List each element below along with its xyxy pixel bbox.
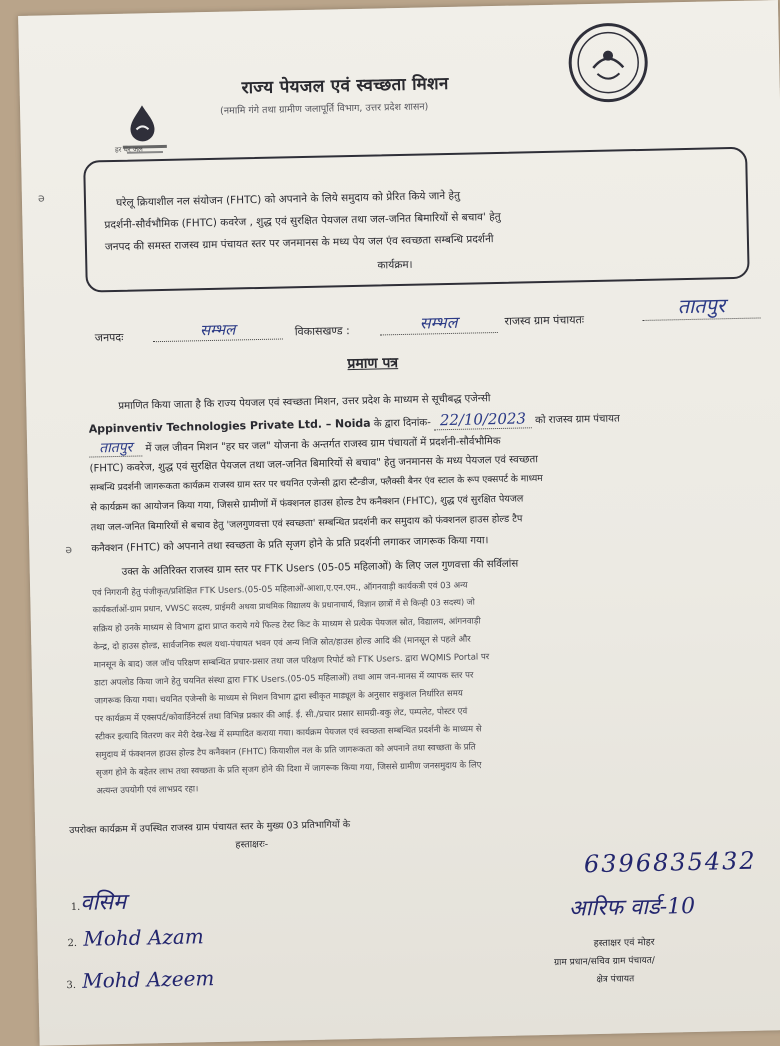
program-notice-box [83, 147, 750, 293]
block-label: विकासखण्ड : [294, 324, 350, 339]
body-line: सक्रिय हो उनके माध्यम से विभाग द्वारा प्राप्त कराये गये फिल्ड टेस्ट किट के माध्यम से प्रत्येक पेयजल स्रोत, विद्यालय, आंगनवाड़ी [92, 616, 481, 635]
body-line: प्रमाणित किया जाता है कि राज्य पेयजल एवं स्वच्छता मिशन, उत्तर प्रदेश के माध्यम से सूचीबद्ध एजेन्सी [118, 393, 491, 412]
body-line: समुदाय में फंक्शनल हाउस होल्ड टैप कनैक्शन (FHTC) कियाशील नल के प्रति जागरूकता को अपनाने तथा स्वच्छता के प्रति [95, 742, 476, 761]
participant-3-signature: 3. Mohd Azeem [66, 966, 215, 993]
participants-sign-label: हस्ताक्षरः- [235, 838, 269, 851]
certificate-heading: प्रमाण पत्र [347, 355, 399, 373]
seal-label: हस्ताक्षर एवं मोहर [593, 936, 655, 950]
participant-1-signature: 1.वसिम [70, 889, 127, 916]
program-date: 22/10/2023 [434, 409, 532, 430]
participant-2-signature: 2. Mohd Azam [67, 924, 204, 951]
panchayat-label-text: को राजस्व ग्राम पंचायत [535, 413, 620, 427]
notice-line: प्रदर्शनी-सौर्वभौमिक (FHTC) कवरेज , शुद्ध एवं सुरक्षित पेयजल तथा जल-जनित बिमारियों से बचाव' हेतु [104, 210, 501, 232]
block-value: सम्भल [379, 310, 497, 335]
signature-text: वसिम [79, 889, 127, 916]
notice-line: घरेलू क्रियाशील नल संयोजन (FHTC) को अपनाने के लिये समुदाय को प्रेरित किये जाने हेतु [115, 189, 461, 209]
body-line: सम्बन्धि प्रदर्शनी जागरूकता कार्यक्रम राजस्व ग्राम स्तर पर चयनित एजेन्सी द्वारा स्टैन्डीज, फ्लैक्सी बैनर एंव स्टाल के रूप एक्सपर्ट के माध्यम [89, 473, 543, 494]
panchayat-value: तातपुर [642, 290, 761, 320]
district-value: सम्भल [153, 318, 283, 342]
pradhan-signature: आरिफ वार्ड-10 [568, 893, 696, 922]
body-text: में जल जीवन मिशन "हर घर जल" योजना के अन्तर्गत राजस्व ग्राम पंचायतों में प्रदर्शनी-सौर्वभौमिक [145, 435, 501, 455]
body-line: स्टीकर इत्यादि वितरण कर मेरी देख-रेख में सम्पादित कराया गया। कार्यक्रम पेयजल एवं स्वच्छता सम्बन्धित प्रदर्शनी के माध्यम से [95, 724, 482, 743]
body-line: उक्त के अतिरिक्त राजस्व ग्राम स्तर पर FTK Users (05-05 महिलाओं) के लिए जल गुणवत्ता की सर्विलांस [121, 558, 519, 578]
body-line: सृजग होने के बहेतर लाभ तथा स्वच्छता के प्रति सृजग होने की दिशा में जागरूक किया गया, जिससे ग्रामीण जनसमुदाय के लिए [95, 760, 482, 779]
panchayat-label: राजस्व ग्राम पंचायतः [504, 313, 585, 328]
location-fields [94, 293, 764, 346]
notice-line: जनपद की समस्त राजस्व ग्राम पंचायत स्तर पर जनमानस के मध्य पेय जल एंव स्वच्छता सम्बन्धि प्रदर्शनी [104, 233, 494, 254]
notice-line: कार्यक्रम। [377, 258, 413, 272]
body-line: तथा जल-जनित बिमारियों से बचाव हेतु 'जलगुणवत्ता एवं स्वच्छता' सम्बन्धित प्रदर्शनी कर समुदाय को फंक्शनल हाउस होल्ड टैप [90, 513, 523, 534]
government-seal-icon [566, 21, 650, 105]
signature-text: Mohd Azeem [81, 966, 215, 993]
district-label: जनपदः [94, 330, 124, 345]
body-line: पर कार्यक्रम में एक्सपर्ट/कोवार्डिनेटर्स तथा विभिन्न प्रकार की आई. ई. सी./प्रचार प्रसार सामग्री-बकु लेट, पम्पलेट, पोस्टर एवं [94, 706, 468, 725]
margin-mark: ə [37, 191, 45, 205]
agency-name: Appinventiv Technologies Private Ltd. – Noida [88, 416, 371, 436]
body-line: एवं निगरानी हेतु पंजीकृत/प्रशिक्षित FTK Users.(05-05 महिलाओं-आशा,ए.एन.एम., ऑगनवाड़ी कार्यकत्री एवं 03 अन्य [92, 580, 468, 599]
body-line: कनैक्शन (FHTC) को अपनाने तथा स्वच्छता के प्रति सृजग होने के प्रति प्रदर्शनी लगाकर जागरूक किया गया। [91, 535, 489, 555]
body-line: अत्यन्त उपयोगी एवं लाभप्रद रहा। [96, 784, 199, 797]
mission-title: राज्य पेयजल एवं स्वच्छता मिशन [241, 73, 449, 99]
margin-mark: ə [65, 542, 73, 557]
body-line: से कार्यक्रम का आयोजन किया गया, जिससे ग्रामीणों में फंक्शनल हाउस होल्ड टैप कनैक्शन (FHTC), शुद्ध एवं सुरक्षित पेयजल [90, 493, 524, 514]
participants-intro: उपरोक्त कार्यक्रम में उपस्थित राजस्व ग्राम पंचायत स्तर के मुख्य 03 प्रतिभागियों के [69, 819, 351, 837]
phone-number: 6396835432 [583, 846, 757, 879]
mission-subtitle: (नमामि गंगे तथा ग्रामीण जलापूर्ति विभाग, उत्तर प्रदेश शासन) [220, 101, 429, 117]
body-line: (FHTC) कवरेज, शुद्ध एवं सुरक्षित पेयजल तथा जल-जनित बिमारियों से बचाव" हेतु जनमानस के मध्य पेयजल एवं स्वच्छता [89, 454, 538, 475]
panchayat-handwritten: तातपुर [89, 439, 142, 457]
certificate-page [18, 0, 780, 1046]
seal-role: ग्राम प्रधान/सचिव ग्राम पंचायत/ [553, 955, 655, 968]
body-line: जागरूक किया गया। चयनित एजेन्सी के माध्यम से मिशन विभाग द्वारा स्वीकृत माड्यूल के अनुसार सकुशल निर्धारित समय [94, 688, 463, 707]
body-line: कार्यकर्ताओं-ग्राम प्रधान, VWSC सदस्य, प्राईमरी अथवा प्राथमिक विद्यालय के प्रधानाचार्य, विज्ञान छात्रों में से किन्ही 03 सदस्य) जो [92, 596, 475, 615]
date-label: के द्वारा दिनांक- [373, 417, 431, 430]
body-line: डाटा अपलोड किया जाने हेतु चयनित संस्था द्वारा FTK Users.(05-05 महिलाओं) तथा आम जन-मानस में व्यापक स्तर पर [93, 670, 474, 689]
seal-role-2: क्षेत्र पंचायत [596, 974, 635, 986]
signature-text: Mohd Azam [83, 924, 204, 951]
body-line: केन्द्र, दो हाउस होल्ड, सार्वजनिक स्थल यथा-पंचायत भवन एवं अन्य निजि स्रोत/हाउस होल्ड आदि की (मानसून से पहले और [93, 634, 471, 653]
body-line: मानसून के बाद) जल जॉच परिक्षण सम्बन्धित प्रचार-प्रसार तथा जल परिक्षण रिपोर्ट को FTK Users. द्वारा WQMIS Portal पर [93, 652, 490, 671]
logo-caption: हर घर जल [114, 145, 143, 154]
